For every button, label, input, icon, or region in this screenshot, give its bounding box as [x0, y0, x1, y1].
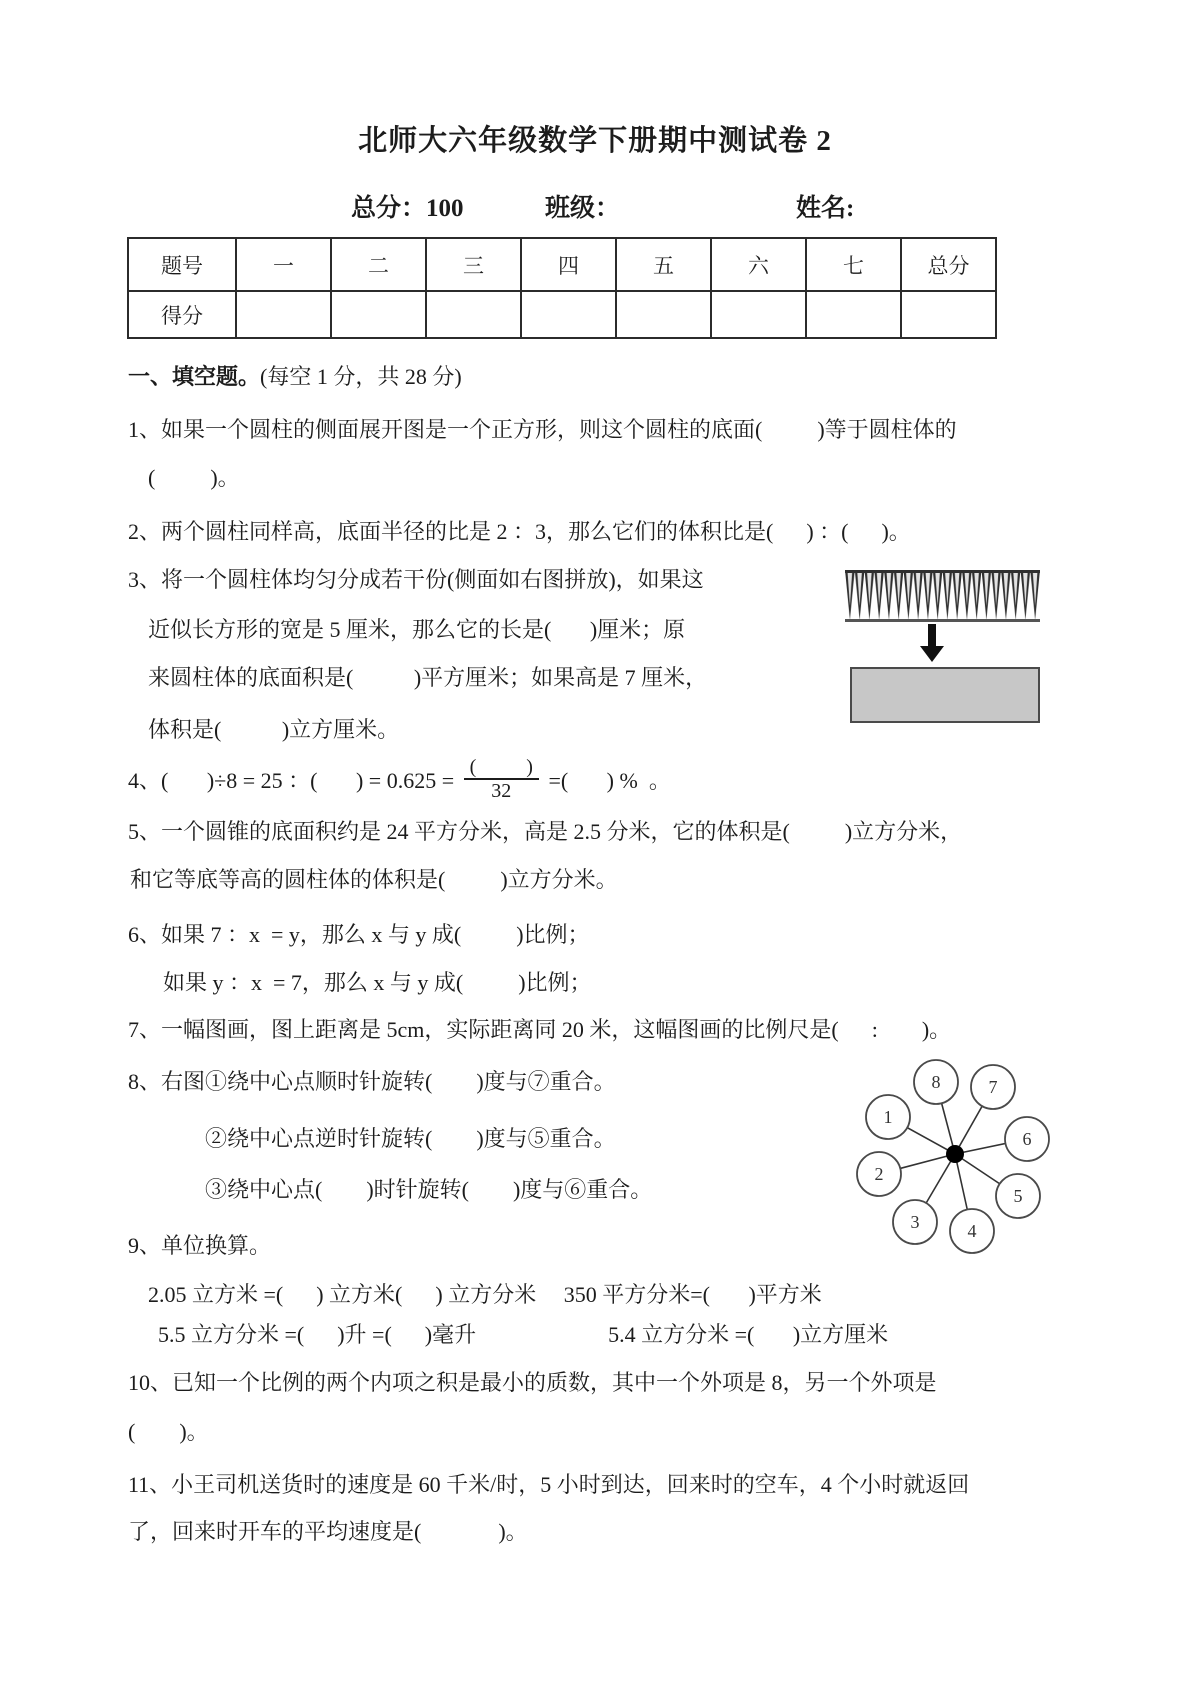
q3-line2: 近似长方形的宽是 5 厘米，那么它的长是( )厘米；原: [148, 617, 686, 642]
score-cell: [521, 291, 616, 338]
score-table: [127, 237, 997, 339]
q6-line1: 6、如果 7 ：x = y，那么 x 与 y 成( )比例；: [128, 922, 590, 947]
q3-line1: 3、将一个圆柱体均匀分成若干份(侧面如右图拼放)，如果这: [128, 567, 704, 592]
q5-line2: 和它等底等高的圆柱体的体积是( )立方分米。: [130, 867, 618, 892]
score-cell: [711, 291, 806, 338]
score-table-header-cell: 七: [806, 238, 901, 291]
rotation-center-dot: [946, 1145, 964, 1163]
q4-after: =( ) % 。: [542, 767, 671, 793]
score-table-header-cell: 题号: [128, 238, 236, 291]
rotation-label-8: 8: [931, 1072, 941, 1092]
q4-line: [128, 750, 671, 808]
rotation-label-3: 3: [910, 1212, 920, 1232]
rectangle-figure: [850, 667, 1040, 723]
q4-fraction-denominator: 32: [491, 780, 512, 802]
q3-line4: 体积是( )立方厘米。: [148, 717, 400, 742]
score-table-header-cell: 六: [711, 238, 806, 291]
score-table-header-cell: 二: [331, 238, 426, 291]
name-label: 姓名:: [796, 195, 855, 222]
score-cell: [616, 291, 711, 338]
section1-heading: [128, 363, 462, 391]
q8-line1: 8、右图①绕中心点顺时针旋转( )度与⑦重合。: [128, 1069, 616, 1094]
rotation-label-1: 1: [883, 1107, 893, 1127]
rotation-label-7: 7: [988, 1077, 998, 1097]
section1-heading-note: (每空 1 分，共 28 分): [260, 364, 462, 389]
rotation-label-5: 5: [1013, 1186, 1023, 1206]
score-cell: [806, 291, 901, 338]
rotation-label-6: 6: [1022, 1129, 1032, 1149]
q6-line2: 如果 y ：x = 7，那么 x 与 y 成( )比例；: [163, 970, 592, 995]
q5-line1: 5、一个圆锥的底面积约是 24 平方分米，高是 2.5 分米，它的体积是( )立方分米，: [128, 819, 963, 844]
score-row-label: 得分: [128, 291, 236, 338]
score-cell: [331, 291, 426, 338]
q4-fraction: [464, 756, 539, 802]
q8-line3: ③绕中心点( )时针旋转( )度与⑥重合。: [205, 1177, 653, 1202]
q8-line2: ②绕中心点逆时针旋转( )度与⑤重合。: [205, 1126, 616, 1151]
score-table-header-cell: 总分: [901, 238, 996, 291]
total-score-label: 总分：100: [351, 195, 464, 222]
q1-line1: 1、如果一个圆柱的侧面展开图是一个正方形，则这个圆柱的底面( )等于圆柱体的: [128, 417, 957, 442]
score-table-header-cell: 三: [426, 238, 521, 291]
q9-heading: 9、单位换算。: [128, 1233, 272, 1258]
page-title: 北师大六年级数学下册期中测试卷 2: [358, 125, 832, 157]
rotation-figure: [845, 1058, 1085, 1268]
section1-heading-bold: 一、填空题。: [128, 364, 261, 389]
q9-line1: 2.05 立方米 =( ) 立方米( ) 立方分米 350 平方分米=( )平方米: [148, 1282, 822, 1307]
score-table-header-cell: 一: [236, 238, 331, 291]
q10-line2: ( )。: [128, 1419, 209, 1444]
q2-line: 2、两个圆柱同样高，底面半径的比是 2 ：3，那么它们的体积比是( ) ：( )。: [128, 519, 911, 544]
q4-before: 4、( )÷8 = 25 ：( ) = 0.625 =: [128, 767, 460, 793]
score-table-score-row: [128, 291, 996, 338]
rotation-label-4: 4: [967, 1221, 977, 1241]
score-table-header-row: [128, 238, 996, 291]
q4-fraction-numerator: ( ): [464, 756, 539, 780]
class-label: 班级：: [545, 195, 621, 222]
q11-line2: 了，回来时开车的平均速度是( )。: [128, 1519, 528, 1544]
down-arrow-icon: [918, 624, 946, 664]
q10-line1: 10、已知一个比例的两个内项之积是最小的质数，其中一个外项是 8，另一个外项是: [128, 1370, 937, 1395]
score-table-header-cell: 五: [616, 238, 711, 291]
q3-line3: 来圆柱体的底面积是( )平方厘米；如果高是 7 厘米，: [148, 665, 708, 690]
q11-line1: 11、小王司机送货时的速度是 60 千米/时，5 小时到达，回来时的空车，4 个小时就返回: [128, 1472, 970, 1497]
q1-line2: ( )。: [148, 465, 240, 490]
score-cell: [426, 291, 521, 338]
score-table-header-cell: 四: [521, 238, 616, 291]
cylinder-sectors-figure: [845, 570, 1040, 622]
score-cell: [236, 291, 331, 338]
q7-line: 7、一幅图画，图上距离是 5cm，实际距离同 20 米，这幅图画的比例尺是( : )。: [128, 1017, 952, 1042]
score-cell: [901, 291, 996, 338]
q9-line2: 5.5 立方分米 =( )升 =( )毫升 5.4 立方分米 =( )立方厘米: [158, 1322, 889, 1347]
rotation-label-2: 2: [874, 1164, 884, 1184]
